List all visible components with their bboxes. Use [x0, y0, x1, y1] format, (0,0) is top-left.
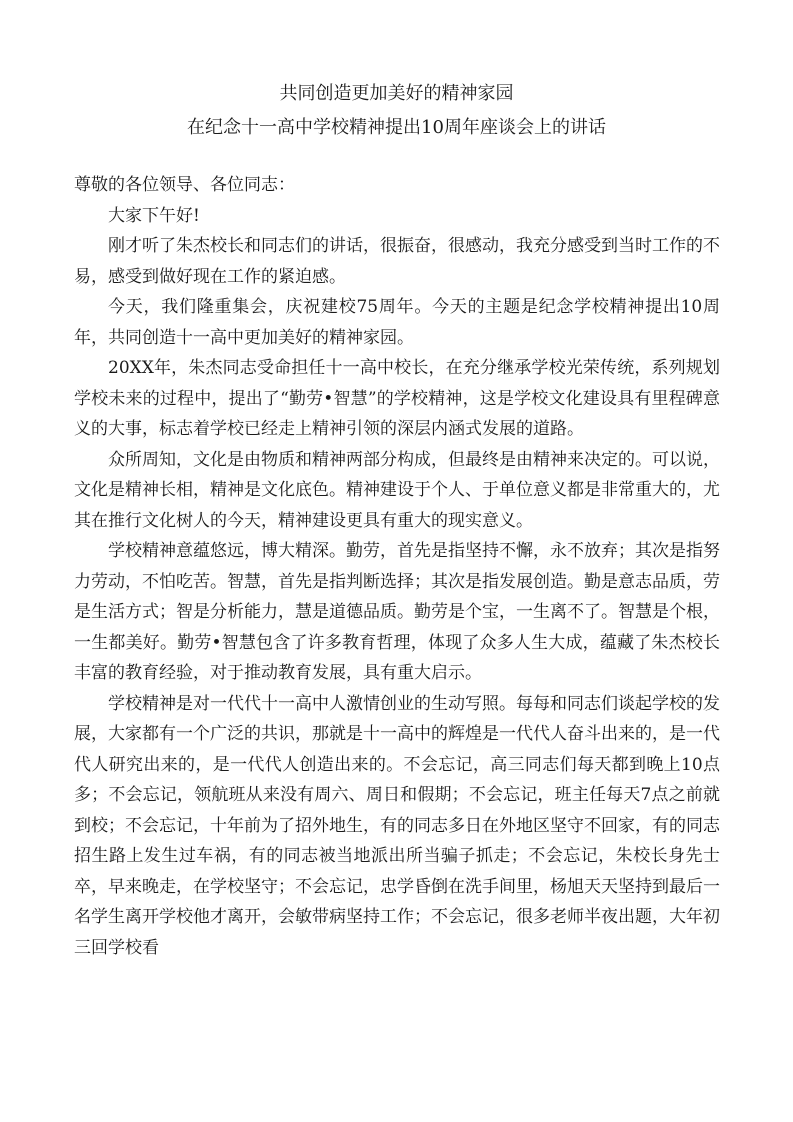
paragraph-5: 学校精神意蕴悠远，博大精深。勤劳，首先是指坚持不懈，永不放弃；其次是指努力劳动，不怕吃苦。智慧，首先是指判断选择；其次是指发展创造。勤是意志品质，劳是生活方式；智是分析能力，慧是道德品质。勤劳是个宝，一生离不了。智慧是个根，一生都美好。勤劳•智慧包含了许多教育哲理，体现了众多人生大成，蕴藏了朱杰校长丰富的教育经验，对于推动教育发展，具有重大启示。: [74, 541, 720, 683]
paragraph-1: 刚才听了朱杰校长和同志们的讲话，很振奋，很感动，我充分感受到当时工作的不易，感受到做好现在工作的紧迫感。: [74, 236, 720, 287]
document-subtitle: 在纪念十一高中学校精神提出10周年座谈会上的讲话: [187, 117, 606, 138]
document-title: 共同创造更加美好的精神家园: [279, 83, 514, 104]
paragraph-greeting: 大家下午好!: [108, 205, 200, 226]
paragraph-6: 学校精神是对一代代十一高中人激情创业的生动写照。每每和同志们谈起学校的发展，大家都有一个广泛的共识，那就是十一高中的辉煌是一代代人奋斗出来的，是一代代人研究出来的，是一代代人创造出来的。不会忘记，高三同志们每天都到晚上10点多；不会忘记，领航班从来没有周六、周日和假期；不会忘记，班主任每天7点之前就到校；不会忘记，十年前为了招外地生，有的同志多日在外地区坚守不回家，有的同志招生路上发生过车祸，有的同志被当地派出所当骗子抓走；不会忘记，朱校长身先士卒，早来晚走，在学校坚守；不会忘记，忠学昏倒在洗手间里，杨旭天天坚持到最后一名学生离开学校他才离开，会敏带病坚持工作；不会忘记，很多老师半夜出题，大年初三回学校看: [74, 693, 720, 958]
speech-body: [74, 170, 720, 963]
salutation: 尊敬的各位领导、各位同志：: [74, 175, 295, 195]
paragraph-4: 众所周知，文化是由物质和精神两部分构成，但最终是由精神来决定的。可以说，文化是精神长相，精神是文化底色。精神建设于个人、于单位意义都是非常重大的，尤其在推行文化树人的今天，精神建设更具有重大的现实意义。: [74, 449, 720, 531]
paragraph-2: 今天，我们隆重集会，庆祝建校75周年。今天的主题是纪念学校精神提出10周年，共同创造十一高中更加美好的精神家园。: [74, 297, 720, 348]
paragraph-3: 20XX年，朱杰同志受命担任十一高中校长，在充分继承学校光荣传统，系列规划学校未来的过程中，提出了“勤劳•智慧”的学校精神，这是学校文化建设具有里程碑意义的大事，标志着学校已经走上精神引领的深层内涵式发展的道路。: [74, 358, 720, 439]
